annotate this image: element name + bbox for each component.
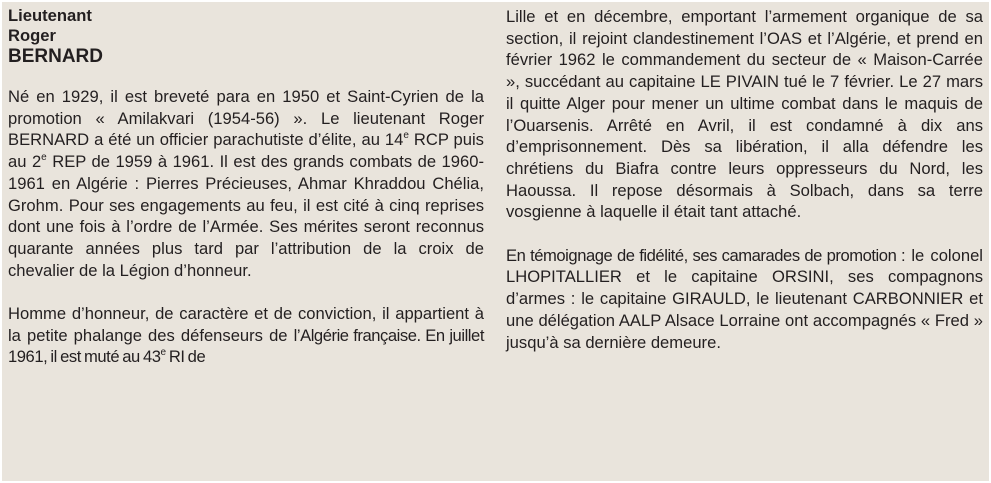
p2-superscript: e	[160, 347, 166, 359]
p1-text-a: Né en 1929, il est breveté para en 1950 et Saint-Cyrien de la promotion « Amilakvari (1954-56) ». Le lieutenant Roger BERNARD a été un officier parachutiste d’élite, au 14	[8, 87, 484, 150]
article-heading	[8, 6, 484, 68]
right-column	[506, 2, 983, 353]
heading-first-name: Roger	[8, 26, 56, 45]
left-column	[8, 2, 484, 368]
p2-text-left-last: l’Algérie française. En juillet 1961, il est muté au 43	[8, 325, 484, 367]
paragraph-algeria-continued: Lille et en décembre, emportant l’armement organique de sa section, il rejoint clandestinement l’OAS et l’Algérie, et prend en février 1962 le commandement du secteur de « Maison-Carrée », succédant au capitaine LE PIVAIN tué le 7 février. Le 27 mars il quitte Alger pour mener un ultime combat dans le maquis de l’Ouarsenis. Arrêté en Avril, il est condamné à dix ans d’emprisonnement. Dès sa libération, il alla défendre les chrétiens du Biafra contre leurs oppresseurs du Nord, les Haoussa. Il repose désormais à Solbach, dans sa terre vosgienne à laquelle il était tant attaché.	[506, 7, 983, 222]
p1-text-c: REP de 1959 à 1961. Il est des grands combats de 1960-1961 en Algérie : Pierres Précieuses, Ahmar Khraddou Chélia, Grohm. Pour ses engagements au feu, il est cité à cinq reprises dont une fois à l’ordre de l’Armée. Ses mérites seront reconnus quarante années plus tard par l’attribution de la croix de chevalier de la Légion d’honneur.	[8, 152, 484, 280]
p1-superscript-1: e	[403, 130, 409, 142]
p1-superscript-2: e	[41, 152, 47, 164]
article-panel	[2, 2, 989, 481]
paragraph-biography	[8, 86, 484, 281]
p1-text-b: RCP puis au 2	[8, 130, 484, 172]
paragraph-algeria-start	[8, 303, 484, 368]
p3-text-rest: le colonel LHOPITALLIER et le capitaine ORSINI, ses compagnons d’armes : le capitaine GIRAULD, le lieutenant CARBONNIER et une délégation AALP Alsace Lorraine ont accompagnés « Fred » jusqu’à sa dernière demeure.	[506, 245, 983, 352]
heading-last-name: BERNARD	[8, 46, 103, 67]
heading-rank: Lieutenant	[8, 6, 92, 25]
p2-text-left-end: RI de	[165, 347, 206, 367]
p2-text-left: Homme d’honneur, de caractère et de conviction, il appartient à la petite phalange des défenseurs de	[8, 304, 484, 345]
p3-text-first: En témoignage de fidélité, ses camarades de promotion :	[506, 245, 906, 265]
paragraph-tribute	[506, 245, 983, 354]
